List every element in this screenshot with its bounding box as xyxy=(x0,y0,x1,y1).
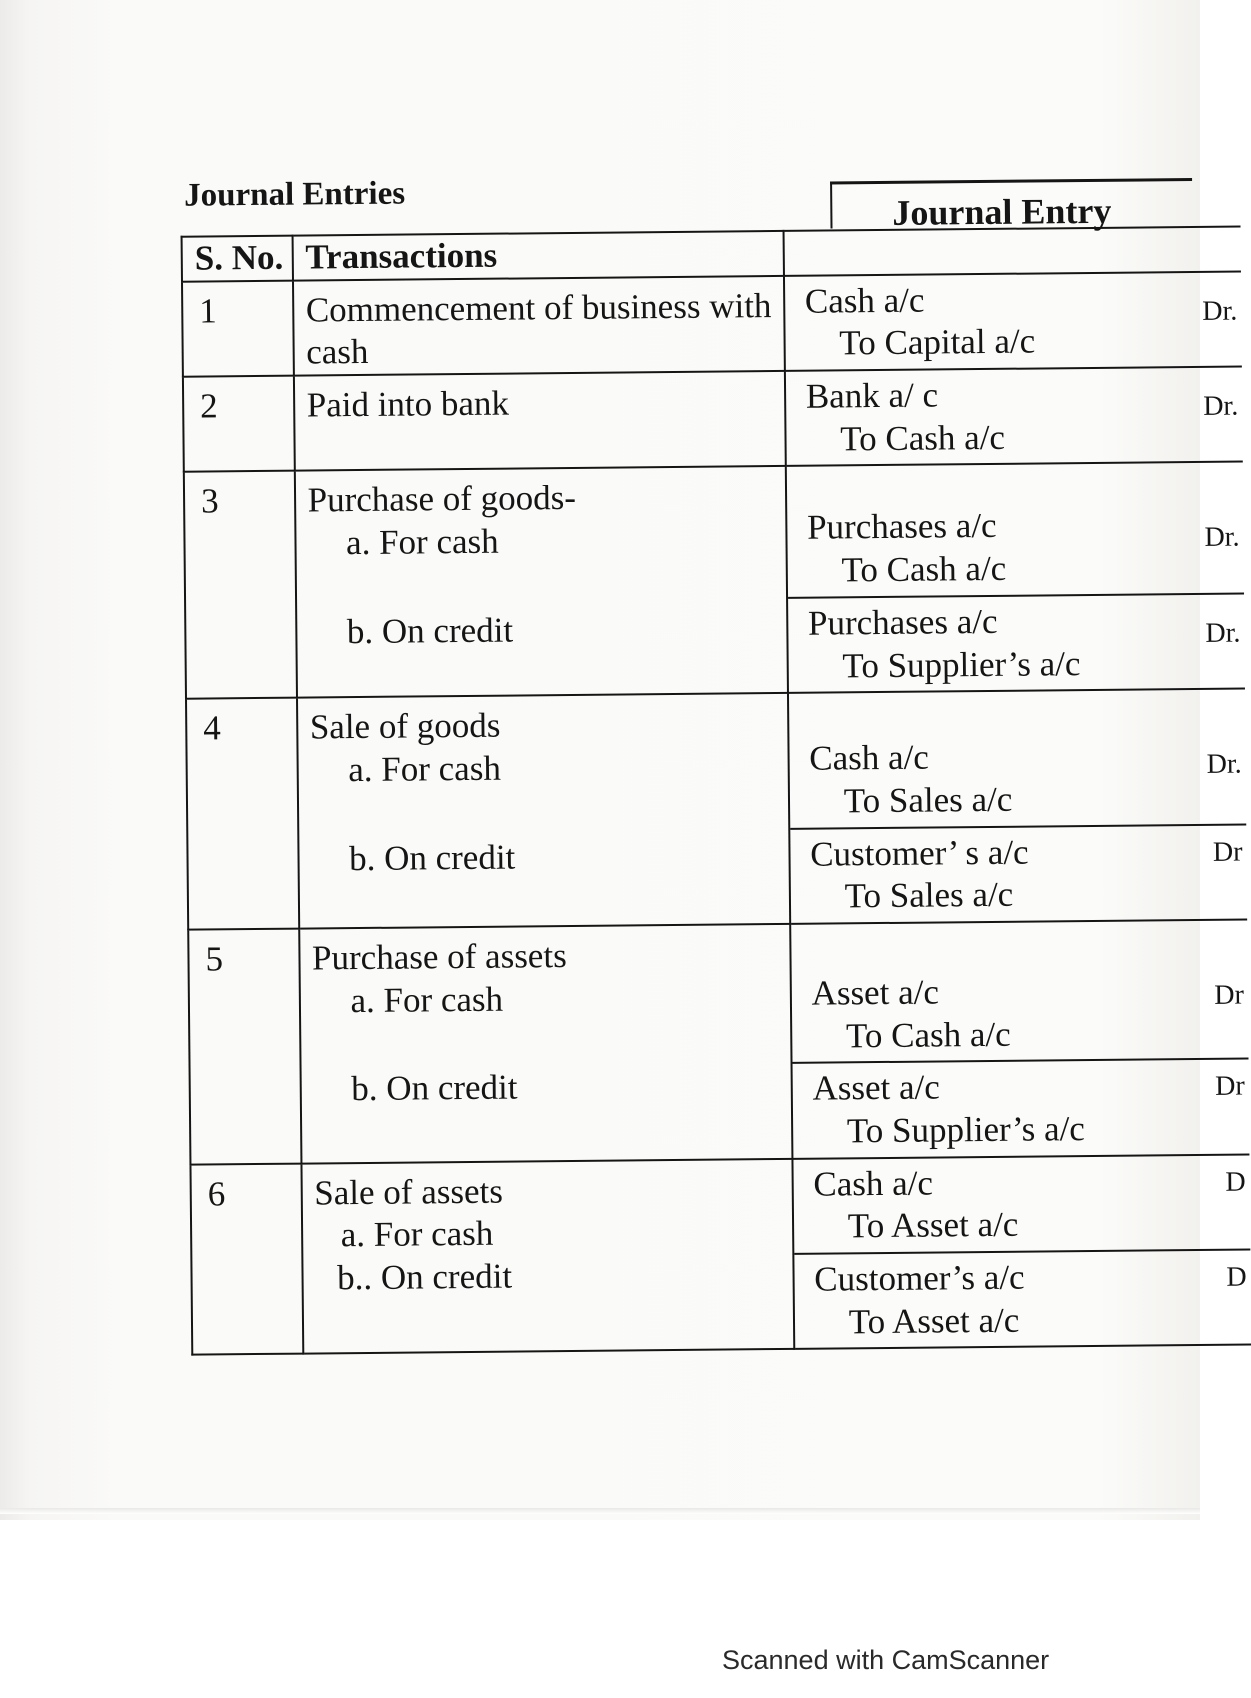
dr-label: Dr xyxy=(1214,979,1245,1011)
credit-account: To Supplier’s a/c xyxy=(846,1109,1086,1151)
sno-cell: 2 xyxy=(183,376,294,472)
journal-entry-cell xyxy=(785,367,1243,467)
debit-account: Cash a/c xyxy=(804,280,925,321)
journal-entry xyxy=(788,592,1245,692)
debit-account: Cash a/c xyxy=(809,737,930,778)
dr-label: D xyxy=(1226,1261,1247,1293)
dr-label: Dr. xyxy=(1206,748,1242,781)
journal-entry-cell xyxy=(786,462,1245,693)
credit-account: To Cash a/c xyxy=(840,417,1006,459)
debit-account: Purchases a/c xyxy=(806,506,997,548)
credit-account: To Cash a/c xyxy=(841,548,1007,590)
transaction-sub-a: a. For cash xyxy=(350,979,504,1020)
credit-account: To Asset a/c xyxy=(847,1205,1019,1246)
journal-entry xyxy=(794,1249,1251,1349)
transaction-cell xyxy=(297,693,790,928)
dr-label: Dr. xyxy=(1205,617,1241,649)
table-row xyxy=(186,689,1247,930)
debit-account: Customer’s a/c xyxy=(814,1257,1025,1299)
table-row xyxy=(190,1154,1251,1355)
transaction-sub-a: a. For cash xyxy=(345,521,499,563)
credit-account: To Supplier’s a/c xyxy=(842,643,1081,685)
journal-table xyxy=(181,226,1251,1357)
journal-entry xyxy=(790,823,1247,923)
credit-account: To Sales a/c xyxy=(844,874,1014,916)
sno-cell: 3 xyxy=(184,471,297,699)
transaction-title: Paid into bank xyxy=(306,383,510,425)
transaction-cell xyxy=(301,1159,794,1354)
table-row xyxy=(184,462,1245,699)
table-row xyxy=(182,271,1242,377)
dr-label: D xyxy=(1225,1166,1246,1198)
page-title: Journal Entries xyxy=(183,175,406,214)
journal-entry xyxy=(792,1058,1249,1158)
transaction-cell xyxy=(293,371,785,471)
transaction-sub-b: b. On credit xyxy=(351,1067,518,1109)
journal-entry-cell xyxy=(790,919,1250,1158)
journal-entry xyxy=(789,690,1247,828)
transaction-sub-a: a. For cash xyxy=(348,748,502,789)
debit-account: Purchases a/c xyxy=(807,601,998,643)
transaction-title: Purchase of goods- xyxy=(307,478,577,520)
transaction-title: Sale of goods xyxy=(309,705,501,747)
dr-label: Dr. xyxy=(1203,390,1239,422)
table-row xyxy=(188,919,1249,1164)
dr-label: Dr xyxy=(1212,836,1243,868)
header-transactions: Transactions xyxy=(292,231,784,280)
journal-entry xyxy=(793,1155,1250,1253)
transaction-cell xyxy=(294,466,787,697)
journal-entry xyxy=(791,920,1249,1062)
transaction-cell xyxy=(299,924,792,1163)
journal-entry-header xyxy=(830,178,1192,233)
scanner-watermark: Scanned with CamScanner xyxy=(722,1645,1050,1675)
credit-account: To Sales a/c xyxy=(843,779,1013,821)
transaction-title: Commencement of business with cash xyxy=(305,285,772,372)
journal-entry xyxy=(787,463,1245,597)
sno-cell: 4 xyxy=(186,698,299,930)
dr-label: Dr. xyxy=(1204,521,1240,554)
sno-cell: 1 xyxy=(182,280,293,376)
header-entry-spacer xyxy=(783,227,1241,276)
credit-account: To Asset a/c xyxy=(848,1300,1020,1342)
debit-account: Customer’ s a/c xyxy=(810,832,1029,874)
sno-cell: 6 xyxy=(190,1163,302,1355)
journal-entry-cell xyxy=(792,1154,1251,1349)
page-edge-shadow xyxy=(0,1508,1200,1514)
journal-entry-cell xyxy=(788,689,1247,924)
debit-account: Asset a/c xyxy=(812,1067,940,1108)
transaction-title: Sale of assets xyxy=(314,1171,504,1213)
credit-account: To Capital a/c xyxy=(839,321,1036,363)
debit-account: Cash a/c xyxy=(813,1163,934,1204)
transaction-sub-a: a. For cash xyxy=(340,1214,494,1255)
transaction-cell xyxy=(293,276,785,376)
journal-entry xyxy=(786,368,1243,466)
journal-document xyxy=(150,168,1247,1378)
credit-account: To Cash a/c xyxy=(845,1014,1011,1055)
sno-cell: 5 xyxy=(188,929,301,1165)
journal-entry-cell xyxy=(784,271,1242,371)
dr-label: Dr xyxy=(1215,1070,1245,1103)
dr-label: Dr. xyxy=(1202,295,1238,327)
transaction-title: Purchase of assets xyxy=(311,935,567,978)
header-sno: S. No. xyxy=(182,236,293,282)
transaction-sub-b: b. On credit xyxy=(346,610,514,651)
debit-account: Bank a/ c xyxy=(805,375,939,416)
debit-account: Asset a/c xyxy=(811,972,940,1013)
journal-entry xyxy=(785,272,1242,370)
transaction-sub-b: b.. On credit xyxy=(336,1256,513,1298)
table-row xyxy=(183,367,1243,473)
transaction-sub-b: b. On credit xyxy=(348,837,516,878)
journal-entry-header-label: Journal Entry xyxy=(892,190,1112,233)
